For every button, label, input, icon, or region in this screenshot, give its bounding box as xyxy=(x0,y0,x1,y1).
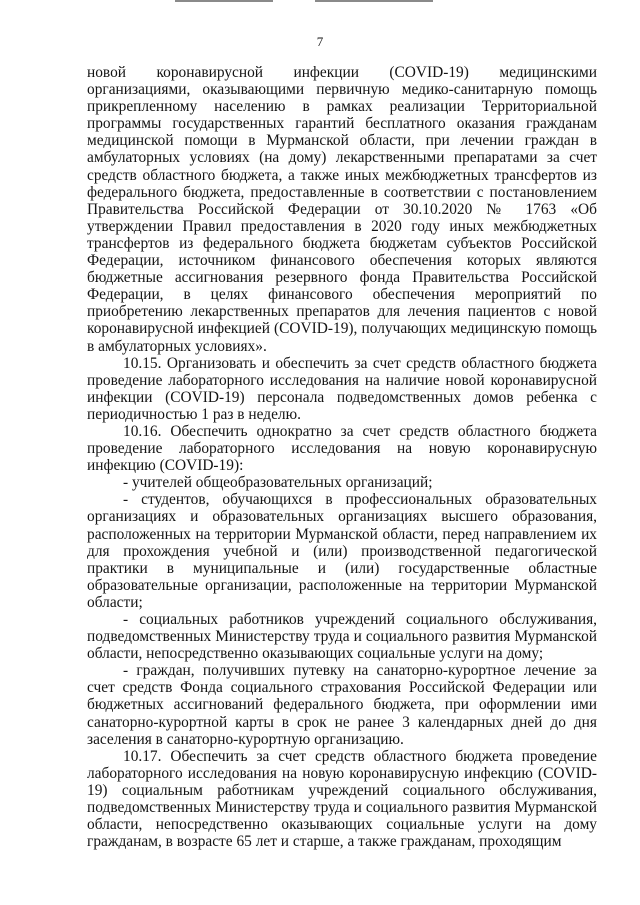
header-rule-right xyxy=(315,0,433,2)
document-body xyxy=(87,64,597,850)
list-item-students: - студентов, обучающихся в профессиональных образовательных организациях и образовательных организациях высшего образования, расположенных на территории Мурманской области, перед направлением их для прохождения учебной и (или) производственной педагогической практики в муниципальные и (или) государственные областные образовательные организации, расположенные на территории Мурманской области; xyxy=(87,491,597,611)
paragraph-continuation: новой коронавирусной инфекции (COVID-19) медицинскими организациями, оказывающими первичную медико-санитарную помощь прикрепленному населению в рамках реализации Территориальной программы государственных гарантий бесплатного оказания гражданам медицинской помощи в Мурманской области, при лечении граждан в амбулаторных условиях (на дому) лекарственными препаратами за счет средств областного бюджета, а также иных межбюджетных трансфертов из федерального бюджета, предоставленные в соответствии с постановлением Правительства Российской Федерации от 30.10.2020 № 1763 «Об утверждении Правил предоставления в 2020 году иных межбюджетных трансфертов из федерального бюджета бюджетам субъектов Российской Федерации, источником финансового обеспечения которых являются бюджетные ассигнования резервного фонда Правительства Российской Федерации, в целях финансового обеспечения мероприятий по приобретению лекарственных препаратов для лечения пациентов с новой коронавирусной инфекцией (COVID-19), получающих медицинскую помощь в амбулаторных условиях». xyxy=(87,64,597,355)
list-item-social-workers: - социальных работников учреждений социального обслуживания, подведомственных Министерству труда и социального развития Мурманской области, непосредственно оказывающих социальные услуги на дому; xyxy=(87,611,597,663)
paragraph-10-17: 10.17. Обеспечить за счет средств областного бюджета проведение лабораторного исследования на новую коронавирусную инфекцию (COVID-19) социальным работникам учреждений социального обслуживания, подведомственных Министерству труда и социального развития Мурманской области, непосредственно оказывающих социальные услуги на дому гражданам, в возрасте 65 лет и старше, а также гражданам, проходящим xyxy=(87,747,597,851)
paragraph-10-15: 10.15. Организовать и обеспечить за счет средств областного бюджета проведение лабораторного исследования на наличие новой коронавирусной инфекции (COVID-19) персонала подведомственных домов ребенка с периодичностью 1 раз в неделю. xyxy=(87,354,597,423)
page-number: 7 xyxy=(316,34,324,49)
header-rule-left xyxy=(175,0,273,2)
paragraph-10-16: 10.16. Обеспечить однократно за счет средств областного бюджета проведение лабораторного исследования на новую коронавирусную инфекцию (COVID-19): xyxy=(87,422,597,475)
list-item-teachers: - учителей общеобразовательных организаций; xyxy=(123,474,433,492)
list-item-sanatorium-citizens: - граждан, получивших путевку на санаторно-курортное лечение за счет средств Фонда социального страхования Российской Федерации или бюджетных ассигнований федерального бюджета, при оформлении ими санаторно-курортной карты в срок не ранее 3 календарных дней до дня заселения в санаторно-курортную организацию. xyxy=(87,662,597,748)
